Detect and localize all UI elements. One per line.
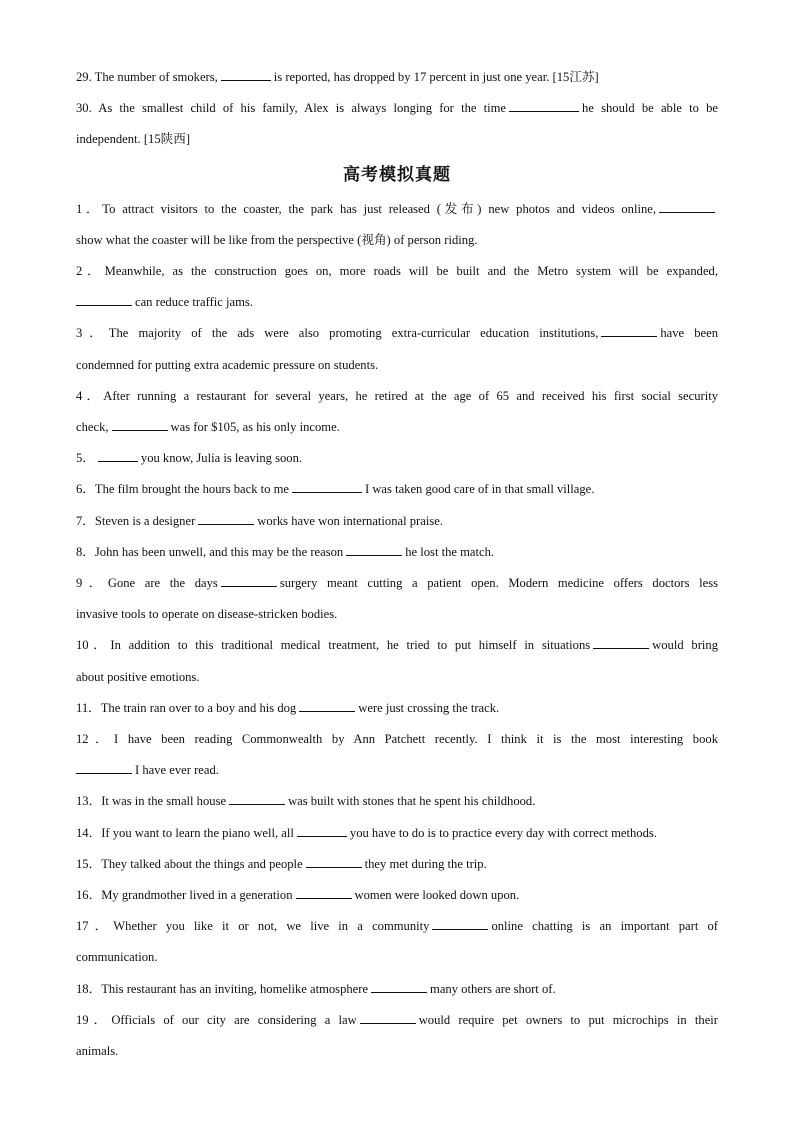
question-text: Meanwhile, as the construction goes on, more roads will be built and the Metro system will be expanded,	[104, 264, 719, 279]
question-text: condemned for putting extra academic pressure on students.	[76, 357, 379, 372]
question-number: 5．	[76, 451, 95, 466]
question-text: were just crossing the track.	[358, 700, 500, 715]
answer-blank[interactable]	[297, 824, 347, 837]
question-3	[76, 318, 718, 380]
answer-blank[interactable]	[76, 293, 132, 306]
question-18	[76, 974, 718, 1005]
question-text: would require pet owners to put microchips in their	[418, 1012, 718, 1027]
worksheet-page	[76, 62, 718, 1067]
question-16	[76, 880, 718, 911]
question-text: In addition to this traditional medical treatment, he tried to put himself in situations	[110, 638, 591, 653]
question-text: have been	[660, 326, 718, 341]
answer-blank[interactable]	[509, 99, 579, 112]
question-17	[76, 911, 718, 973]
answer-blank[interactable]	[292, 480, 362, 493]
question-number: 12．	[76, 732, 115, 747]
question-text: would bring	[652, 638, 718, 653]
answer-blank[interactable]	[360, 1011, 416, 1024]
question-text: This restaurant has an inviting, homelike atmosphere	[101, 981, 369, 996]
answer-blank[interactable]	[371, 980, 427, 993]
answer-blank[interactable]	[601, 324, 657, 337]
answer-blank[interactable]	[112, 418, 168, 431]
question-text: women were looked down upon.	[354, 888, 520, 903]
question-number: 18．	[76, 981, 102, 996]
question-text: Officials of our city are considering a law	[111, 1012, 357, 1027]
answer-blank[interactable]	[432, 917, 488, 930]
question-text: works have won international praise.	[257, 513, 443, 528]
question-text: My grandmother lived in a generation	[101, 888, 293, 903]
question-6	[76, 474, 718, 505]
question-number: 7．	[76, 513, 95, 528]
question-text: communication.	[76, 950, 158, 965]
question-number: 15．	[76, 856, 102, 871]
question-14	[76, 818, 718, 849]
answer-blank[interactable]	[299, 699, 355, 712]
question-text: online chatting is an important part of	[491, 919, 719, 934]
answer-blank[interactable]	[346, 543, 402, 556]
question-text: The train ran over to a boy and his dog	[100, 700, 297, 715]
question-number: 9．	[76, 576, 108, 591]
answer-blank[interactable]	[296, 886, 352, 899]
question-4	[76, 381, 718, 443]
question-19	[76, 1005, 718, 1067]
answer-blank[interactable]	[76, 761, 132, 774]
question-text: you know, Julia is leaving soon.	[140, 451, 303, 466]
question-text: After running a restaurant for several years, he retired at the age of 65 and received his first social security	[103, 388, 718, 403]
question-30	[76, 93, 718, 155]
question-11	[76, 693, 718, 724]
question-number: 8．	[76, 544, 95, 559]
question-text: They talked about the things and people	[101, 856, 303, 871]
question-text: independent. [15陕西]	[76, 132, 191, 147]
question-text: Steven is a designer	[94, 513, 196, 528]
question-number: 3．	[76, 326, 109, 341]
question-number: 2．	[76, 264, 105, 279]
question-text: you have to do is to practice every day with correct methods.	[349, 825, 657, 840]
answer-blank[interactable]	[198, 512, 254, 525]
question-text: If you want to learn the piano well, all	[101, 825, 294, 840]
question-text: is reported, has dropped by 17 percent in just one year. [15江苏]	[273, 70, 599, 84]
question-text: I was taken good care of in that small village.	[365, 482, 595, 497]
question-8	[76, 537, 718, 568]
question-text: invasive tools to operate on disease-stricken bodies.	[76, 607, 338, 622]
section-title: 高考模拟真题	[343, 164, 451, 185]
question-number: 16．	[76, 888, 102, 903]
question-number: 1．	[76, 201, 103, 216]
question-text: was for $105, as his only income.	[170, 420, 340, 435]
question-number: 13．	[76, 794, 102, 809]
question-text: animals.	[76, 1044, 119, 1059]
answer-blank[interactable]	[659, 200, 715, 213]
question-text: about positive emotions.	[76, 669, 200, 684]
question-text: John has been unwell, and this may be the reason	[94, 544, 344, 559]
question-text: he lost the match.	[405, 544, 495, 559]
question-number: 14．	[76, 825, 102, 840]
answer-blank[interactable]	[221, 68, 271, 81]
question-text: many others are short of.	[430, 981, 556, 996]
question-text: surgery meant cutting a patient open. Modern medicine offers doctors less	[279, 576, 718, 591]
question-text: As the smallest child of his family, Alex is always longing for the time	[98, 101, 507, 116]
question-text: To attract visitors to the coaster, the park has just released (发布) new photos and videos online,	[102, 201, 656, 216]
question-13	[76, 786, 718, 817]
question-12	[76, 724, 718, 786]
answer-blank[interactable]	[98, 449, 138, 462]
question-text: show what the coaster will be like from the perspective (视角) of person riding.	[76, 232, 478, 247]
question-1	[76, 194, 718, 256]
question-text: he should be able to be	[582, 101, 718, 116]
question-15	[76, 849, 718, 880]
question-text: check,	[76, 420, 109, 435]
question-text: I have ever read.	[135, 763, 219, 778]
question-text: can reduce traffic jams.	[135, 295, 253, 310]
question-number: 6．	[76, 482, 95, 497]
question-number: 30.	[76, 101, 92, 116]
question-text: was built with stones that he spent his childhood.	[288, 794, 536, 809]
question-number: 29.	[76, 70, 92, 84]
question-7	[76, 506, 718, 537]
question-text: The film brought the hours back to me	[94, 482, 289, 497]
answer-blank[interactable]	[593, 636, 649, 649]
question-text: they met during the trip.	[364, 856, 487, 871]
question-number: 17．	[76, 919, 114, 934]
question-text: The majority of the ads were also promoting extra-curricular education institutions,	[108, 326, 599, 341]
question-text: Gone are the days	[107, 576, 218, 591]
question-9	[76, 568, 718, 630]
question-number: 4．	[76, 388, 104, 403]
question-29	[76, 62, 718, 93]
question-2	[76, 256, 718, 318]
answer-blank[interactable]	[221, 574, 277, 587]
question-text: The number of smokers,	[94, 70, 218, 84]
question-number: 19．	[76, 1012, 112, 1027]
question-5	[76, 443, 718, 474]
question-text: Whether you like it or not, we live in a community	[113, 919, 430, 934]
question-number: 10．	[76, 638, 111, 653]
question-text: I have been reading Commonwealth by Ann Patchett recently. I think it is the most interesting book	[114, 732, 718, 747]
answer-blank[interactable]	[306, 855, 362, 868]
answer-blank[interactable]	[229, 792, 285, 805]
question-number: 11．	[76, 700, 101, 715]
question-text: It was in the small house	[101, 794, 227, 809]
question-10	[76, 630, 718, 692]
